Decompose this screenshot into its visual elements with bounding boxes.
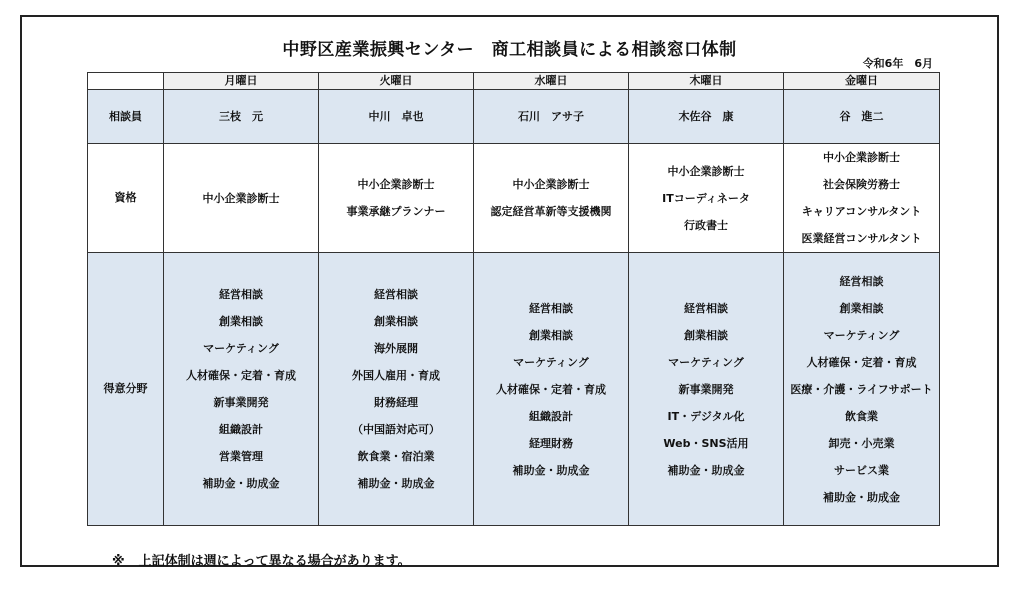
list-item: 医業経営コンサルタント: [801, 232, 922, 245]
schedule-table: [87, 72, 940, 526]
date-label: 令和6年 6月: [862, 57, 933, 70]
list-item: 中小企業診断士: [667, 164, 745, 178]
counselor-cell: 谷 進二: [784, 90, 940, 144]
counselor-cell: 三枝 元: [164, 90, 319, 144]
specialty-cell: [784, 253, 940, 526]
list-item: 財務経理: [374, 396, 418, 409]
list-item: 海外展開: [374, 342, 418, 355]
list-item: （中国語対応可）: [352, 423, 440, 436]
list-item: 事業承継プランナー: [346, 205, 446, 218]
row-label-specialty: 得意分野: [88, 253, 164, 526]
qualification-cell: [784, 144, 940, 253]
document-frame: [20, 15, 999, 567]
qualification-cell: [629, 144, 784, 253]
list-item: 補助金・助成金: [667, 463, 745, 477]
list-item: 中小企業診断士: [202, 191, 280, 205]
list-item: ITコーディネータ: [662, 191, 750, 205]
list-item: 補助金・助成金: [512, 463, 590, 477]
list-item: Web・SNS活用: [663, 436, 749, 450]
list-item: 営業管理: [219, 450, 263, 463]
list-item: 新事業開発: [678, 382, 734, 396]
qualification-cell: [164, 144, 319, 253]
specialty-cell: [319, 253, 474, 526]
qualification-cell: [474, 144, 629, 253]
list-item: 認定経営革新等支援機関: [490, 205, 612, 218]
corner-cell: [88, 73, 164, 90]
list-item: マーケティング: [513, 355, 589, 369]
row-label-counselor: 相談員: [88, 90, 164, 144]
list-item: 補助金・助成金: [202, 477, 280, 490]
list-item: 創業相談: [684, 328, 728, 342]
list-item: 中小企業診断士: [357, 178, 435, 191]
specialty-cell: [629, 253, 784, 526]
list-item: 組織設計: [529, 409, 573, 423]
list-item: 創業相談: [529, 328, 573, 342]
note-mark: ※: [112, 554, 125, 569]
list-item: キャリアコンサルタント: [801, 205, 922, 218]
list-item: 組織設計: [219, 423, 263, 436]
note-text: 上記体制は週によって異なる場合があります。: [138, 554, 411, 569]
counselor-cell: 木佐谷 康: [629, 90, 784, 144]
list-item: 中小企業診断士: [823, 151, 900, 164]
day-header: 火曜日: [319, 73, 474, 90]
specialty-cell: [164, 253, 319, 526]
list-item: 飲食業・宿泊業: [357, 450, 435, 463]
counselor-cell: 中川 卓也: [319, 90, 474, 144]
list-item: 社会保険労務士: [823, 178, 900, 191]
list-item: 経営相談: [529, 301, 573, 315]
list-item: 卸売・小売業: [828, 436, 895, 450]
list-item: マーケティング: [203, 342, 279, 355]
list-item: 人材確保・定着・育成: [496, 382, 606, 396]
list-item: 創業相談: [219, 315, 263, 328]
row-label-qualification: 資格: [88, 144, 164, 253]
specialty-cell: [474, 253, 629, 526]
list-item: 経理財務: [529, 436, 573, 450]
footnote: [112, 550, 411, 569]
list-item: 人材確保・定着・育成: [186, 369, 296, 382]
list-item: サービス業: [834, 463, 889, 477]
table-row: [88, 144, 940, 253]
day-header: 水曜日: [474, 73, 629, 90]
day-header: 木曜日: [629, 73, 784, 90]
list-item: 中小企業診断士: [512, 178, 590, 191]
day-header: 月曜日: [164, 73, 319, 90]
list-item: IT・デジタル化: [667, 409, 745, 423]
list-item: マーケティング: [823, 328, 900, 342]
table-row: [88, 253, 940, 526]
list-item: 創業相談: [374, 315, 418, 328]
list-item: 行政書士: [684, 218, 728, 232]
list-item: 創業相談: [839, 301, 884, 315]
list-item: 人材確保・定着・育成: [806, 355, 917, 369]
list-item: 新事業開発: [213, 396, 269, 409]
page-title: 中野区産業振興センター 商工相談員による相談窓口体制: [282, 40, 737, 60]
table-row: [88, 90, 940, 144]
list-item: マーケティング: [668, 355, 744, 369]
list-item: 経営相談: [374, 288, 418, 301]
list-item: 経営相談: [839, 274, 884, 288]
qualification-cell: [319, 144, 474, 253]
list-item: 補助金・助成金: [823, 490, 900, 504]
day-header: 金曜日: [784, 73, 940, 90]
list-item: 医療・介護・ライフサポート: [790, 382, 933, 396]
list-item: 飲食業: [845, 409, 878, 423]
list-item: 補助金・助成金: [357, 477, 435, 490]
list-item: 経営相談: [684, 301, 728, 315]
counselor-cell: 石川 アサ子: [474, 90, 629, 144]
list-item: 外国人雇用・育成: [352, 369, 440, 382]
list-item: 経営相談: [219, 288, 263, 301]
